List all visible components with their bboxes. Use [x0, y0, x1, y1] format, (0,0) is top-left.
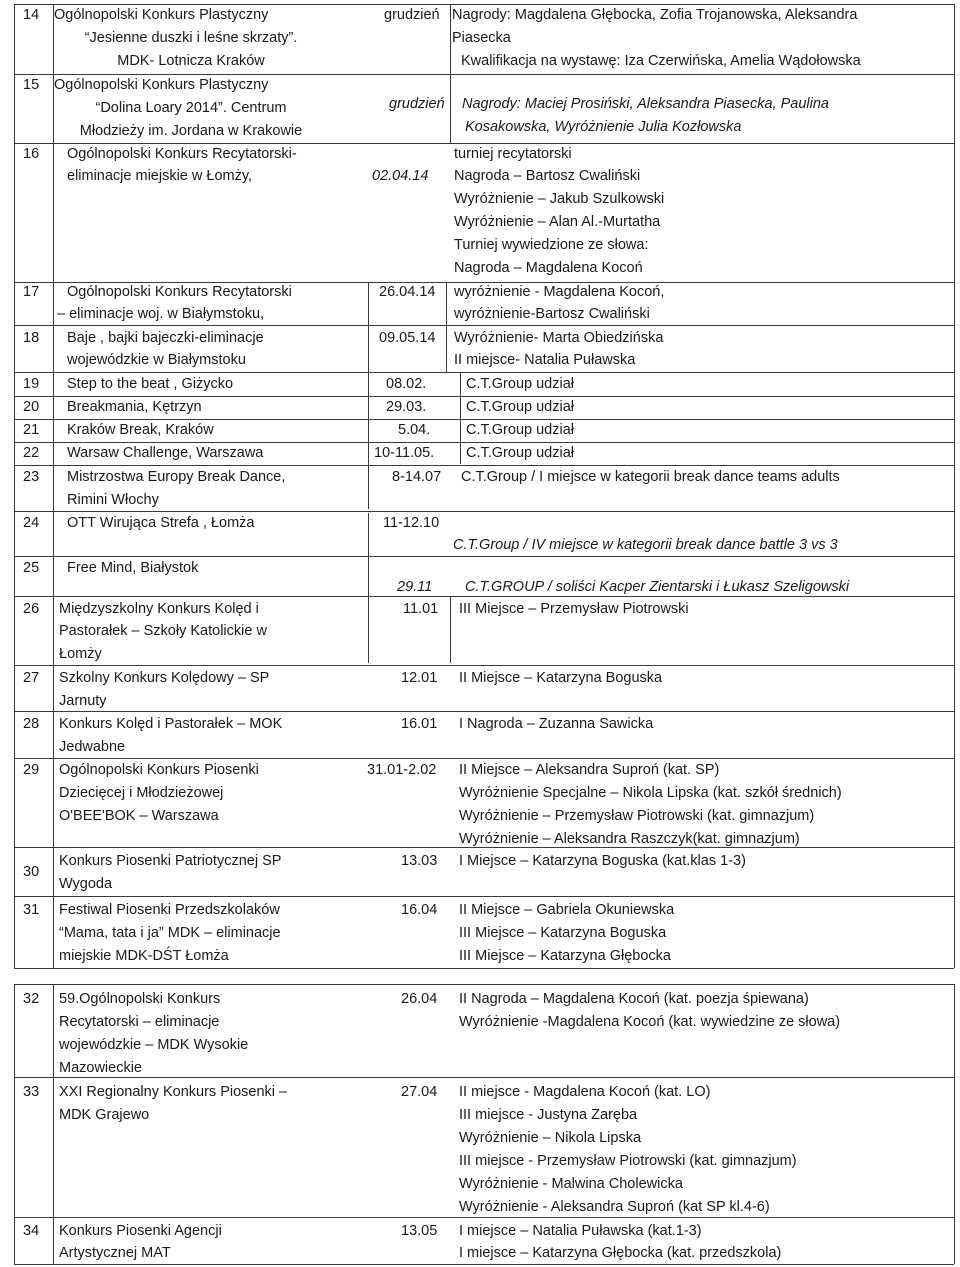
event-name: XXI Regionalny Konkurs Piosenki – [59, 1084, 288, 1100]
event-result: II Miejsce – Katarzyna Boguska [459, 670, 663, 686]
event-name: Recytatorski – eliminacje [59, 1014, 220, 1030]
event-name: Konkurs Kolęd i Pastorałek – MOK [59, 716, 283, 732]
event-name: Dziecięcej i Młodzieżowej [59, 785, 224, 801]
event-result: Wyróżnienie – Alan Al.-Murtatha [454, 214, 661, 230]
event-result: Wyróżnienie – Jakub Szulkowski [454, 191, 665, 207]
event-name: Konkurs Piosenki Patriotycznej SP [59, 853, 282, 869]
event-date: 31.01-2.02 [367, 762, 437, 778]
event-result: I Miejsce – Katarzyna Boguska (kat.klas 1-3) [459, 853, 746, 869]
event-date: 02.04.14 [372, 168, 429, 184]
row-border [14, 984, 954, 985]
event-result: II miejsce - Magdalena Kocoń (kat. LO) [459, 1084, 711, 1100]
column-border [53, 984, 54, 1264]
event-name: Ogólnopolski Konkurs Recytatorski [67, 284, 292, 300]
event-result: Kosakowska, Wyróżnienie Julia Kozłowska [465, 119, 742, 135]
event-result: Nagroda – Magdalena Kocoń [454, 260, 643, 276]
event-result: C.T.Group udział [466, 399, 574, 415]
event-name: Łomży [59, 646, 102, 662]
row-number: 16 [23, 146, 40, 162]
event-date: 12.01 [401, 670, 438, 686]
event-result: II Miejsce – Aleksandra Suproń (kat. SP) [459, 762, 720, 778]
event-result: Wyróżnienie Specjalne – Nikola Lipska (kat. szkół średnich) [459, 785, 842, 801]
column-border [53, 4, 54, 968]
column-border [368, 282, 369, 509]
event-date: 13.03 [401, 853, 438, 869]
row-number: 28 [23, 716, 40, 732]
row-border [14, 968, 954, 969]
event-name: Ogólnopolski Konkurs Plastyczny [54, 77, 269, 93]
event-name: 59.Ogólnopolski Konkurs [59, 991, 221, 1007]
row-number: 30 [23, 864, 40, 880]
event-result: Wyróżnienie – Aleksandra Raszczyk(kat. gimnazjum) [459, 831, 800, 847]
event-date: 29.11 [397, 579, 433, 595]
row-number: 29 [23, 762, 40, 778]
event-date: grudzień [384, 7, 440, 23]
event-date: 8-14.07 [392, 469, 442, 485]
event-result: C.T.Group udział [466, 376, 574, 392]
event-name: Baje , bajki bajeczki-eliminacje [67, 330, 264, 346]
row-number: 14 [23, 7, 40, 23]
column-border [446, 283, 447, 372]
event-name: Mazowieckie [59, 1060, 142, 1076]
event-result: C.T.GROUP / soliści Kacper Zientarski i Łukasz Szeligowski [465, 579, 850, 595]
event-date: 10-11.05. [374, 445, 435, 461]
event-result: I miejsce – Katarzyna Głębocka (kat. przedszkola) [459, 1245, 782, 1261]
row-number: 34 [23, 1223, 40, 1239]
column-border [14, 4, 15, 968]
event-result: Nagrody: Magdalena Głębocka, Zofia Trojanowska, Aleksandra [452, 7, 858, 23]
column-border [954, 984, 955, 1264]
row-number: 25 [23, 560, 40, 576]
event-name: “Jesienne duszki i leśne skrzaty”. [84, 30, 298, 46]
event-result: II miejsce- Natalia Puławska [454, 352, 636, 368]
event-name: wojewódzkie – MDK Wysokie [59, 1037, 249, 1053]
event-name: MDK Grajewo [59, 1107, 150, 1123]
event-name: “Dolina Loary 2014”. Centrum [95, 100, 287, 116]
event-date: 09.05.14 [379, 330, 436, 346]
event-name: Artystycznej MAT [59, 1245, 171, 1261]
row-number: 17 [23, 284, 40, 300]
event-date: 5.04. [398, 422, 431, 438]
row-number: 19 [23, 376, 40, 392]
event-result: II Nagroda – Magdalena Kocoń (kat. poezja śpiewana) [459, 991, 809, 1007]
row-border [14, 665, 954, 666]
event-name: Młodzieży im. Jordana w Krakowie [79, 123, 303, 139]
event-result: C.T.Group / IV miejsce w kategorii break dance battle 3 vs 3 [453, 537, 838, 553]
event-result: wyróżnienie-Bartosz Cwaliński [454, 306, 650, 322]
event-name: miejskie MDK-DŚT Łomża [59, 948, 229, 964]
event-result: Wyróżnienie – Przemysław Piotrowski (kat. gimnazjum) [459, 808, 815, 824]
column-border [14, 984, 15, 1264]
event-name: Free Mind, Białystok [67, 560, 199, 576]
event-name: “Mama, tata i ja” MDK – eliminacje [59, 925, 281, 941]
row-border [14, 1077, 954, 1078]
event-name: Wygoda [59, 876, 113, 892]
event-name: Step to the beat , Giżycko [67, 376, 234, 392]
event-date: 11-12.10 [383, 515, 440, 531]
event-name: eliminacje miejskie w Łomży, [67, 168, 253, 184]
event-result: II Miejsce – Gabriela Okuniewska [459, 902, 675, 918]
event-date: 26.04.14 [379, 284, 436, 300]
event-result: C.T.Group / I miejsce w kategorii break dance teams adults [461, 469, 840, 485]
event-result: Wyróżnienie - Aleksandra Suproń (kat SP kl.4-6) [459, 1199, 770, 1215]
event-result: Wyróżnienie – Nikola Lipska [459, 1130, 642, 1146]
row-border [14, 896, 954, 897]
row-number: 32 [23, 991, 40, 1007]
event-result: III Miejsce – Katarzyna Boguska [459, 925, 667, 941]
event-date: 16.04 [401, 902, 438, 918]
event-result: wyróżnienie - Magdalena Kocoń, [454, 284, 665, 300]
event-result: Nagrody: Maciej Prosiński, Aleksandra Piasecka, Paulina [462, 96, 829, 112]
event-name: MDK- Lotnicza Kraków [117, 53, 265, 69]
event-name: Mistrzostwa Europy Break Dance, [67, 469, 286, 485]
event-result: Kwalifikacja na wystawę: Iza Czerwińska, Amelia Wądołowska [461, 53, 861, 69]
event-result: I Nagroda – Zuzanna Sawicka [459, 716, 654, 732]
row-number: 23 [23, 469, 40, 485]
event-name: Jedwabne [59, 739, 126, 755]
event-name: Międzyszkolny Konkurs Kolęd i [59, 601, 259, 617]
event-result: Piasecka [452, 30, 511, 46]
column-border [450, 596, 451, 663]
row-number: 31 [23, 902, 40, 918]
event-name: Ogólnopolski Konkurs Plastyczny [54, 7, 269, 23]
row-number: 21 [23, 422, 40, 438]
column-border [450, 4, 451, 144]
event-result: Turniej wywiedzione ze słowa: [454, 237, 649, 253]
event-result: turniej recytatorski [454, 146, 572, 162]
row-number: 24 [23, 515, 40, 531]
row-number: 22 [23, 445, 40, 461]
column-border [368, 513, 369, 663]
event-result: C.T.Group udział [466, 422, 574, 438]
row-number: 27 [23, 670, 40, 686]
event-result: Nagroda – Bartosz Cwaliński [454, 168, 641, 184]
event-result: C.T.Group udział [466, 445, 574, 461]
event-result: Wyróżnienie- Marta Obiedzińska [454, 330, 664, 346]
event-name: Ogólnopolski Konkurs Piosenki [59, 762, 259, 778]
event-result: III miejsce - Przemysław Piotrowski (kat. gimnazjum) [459, 1153, 797, 1169]
row-border [14, 711, 954, 712]
event-name: O'BEE'BOK – Warszawa [59, 808, 219, 824]
event-result: Wyróżnienie - Malwina Cholewicka [459, 1176, 683, 1192]
event-name: Pastorałek – Szkoły Katolickie w [59, 623, 267, 639]
event-result: III miejsce - Justyna Zaręba [459, 1107, 638, 1123]
row-number: 18 [23, 330, 40, 346]
event-result: I miejsce – Natalia Puławska (kat.1-3) [459, 1223, 702, 1239]
event-result: Wyróżnienie -Magdalena Kocoń (kat. wywiedzine ze słowa) [459, 1014, 841, 1030]
column-border [954, 4, 955, 968]
event-date: 13.05 [401, 1223, 438, 1239]
event-name: Warsaw Challenge, Warszawa [67, 445, 264, 461]
event-result: III Miejsce – Katarzyna Głębocka [459, 948, 671, 964]
event-name: wojewódzkie w Białymstoku [67, 352, 246, 368]
event-name: Kraków Break, Kraków [67, 422, 214, 438]
row-number: 20 [23, 399, 40, 415]
row-number: 15 [23, 77, 40, 93]
event-date: 29.03. [386, 399, 427, 415]
event-name: Konkurs Piosenki Agencji [59, 1223, 222, 1239]
event-date: 26.04 [401, 991, 438, 1007]
event-date: 11.01 [403, 601, 439, 617]
event-name: OTT Wirująca Strefa , Łomża [67, 515, 255, 531]
event-result: III Miejsce – Przemysław Piotrowski [459, 601, 689, 617]
row-number: 33 [23, 1084, 40, 1100]
column-border [460, 372, 461, 464]
event-name: Breakmania, Kętrzyn [67, 399, 202, 415]
event-date: grudzień [389, 96, 445, 112]
event-name: – eliminacje woj. w Białymstoku, [57, 306, 265, 322]
event-name: Rimini Włochy [67, 492, 159, 508]
row-number: 26 [23, 601, 40, 617]
event-name: Festiwal Piosenki Przedszkolaków [59, 902, 280, 918]
event-name: Jarnuty [59, 693, 107, 709]
event-name: Szkolny Konkurs Kolędowy – SP [59, 670, 270, 686]
event-date: 27.04 [401, 1084, 438, 1100]
event-date: 08.02. [386, 376, 427, 392]
event-name: Ogólnopolski Konkurs Recytatorski- [67, 146, 297, 162]
event-date: 16.01 [401, 716, 438, 732]
